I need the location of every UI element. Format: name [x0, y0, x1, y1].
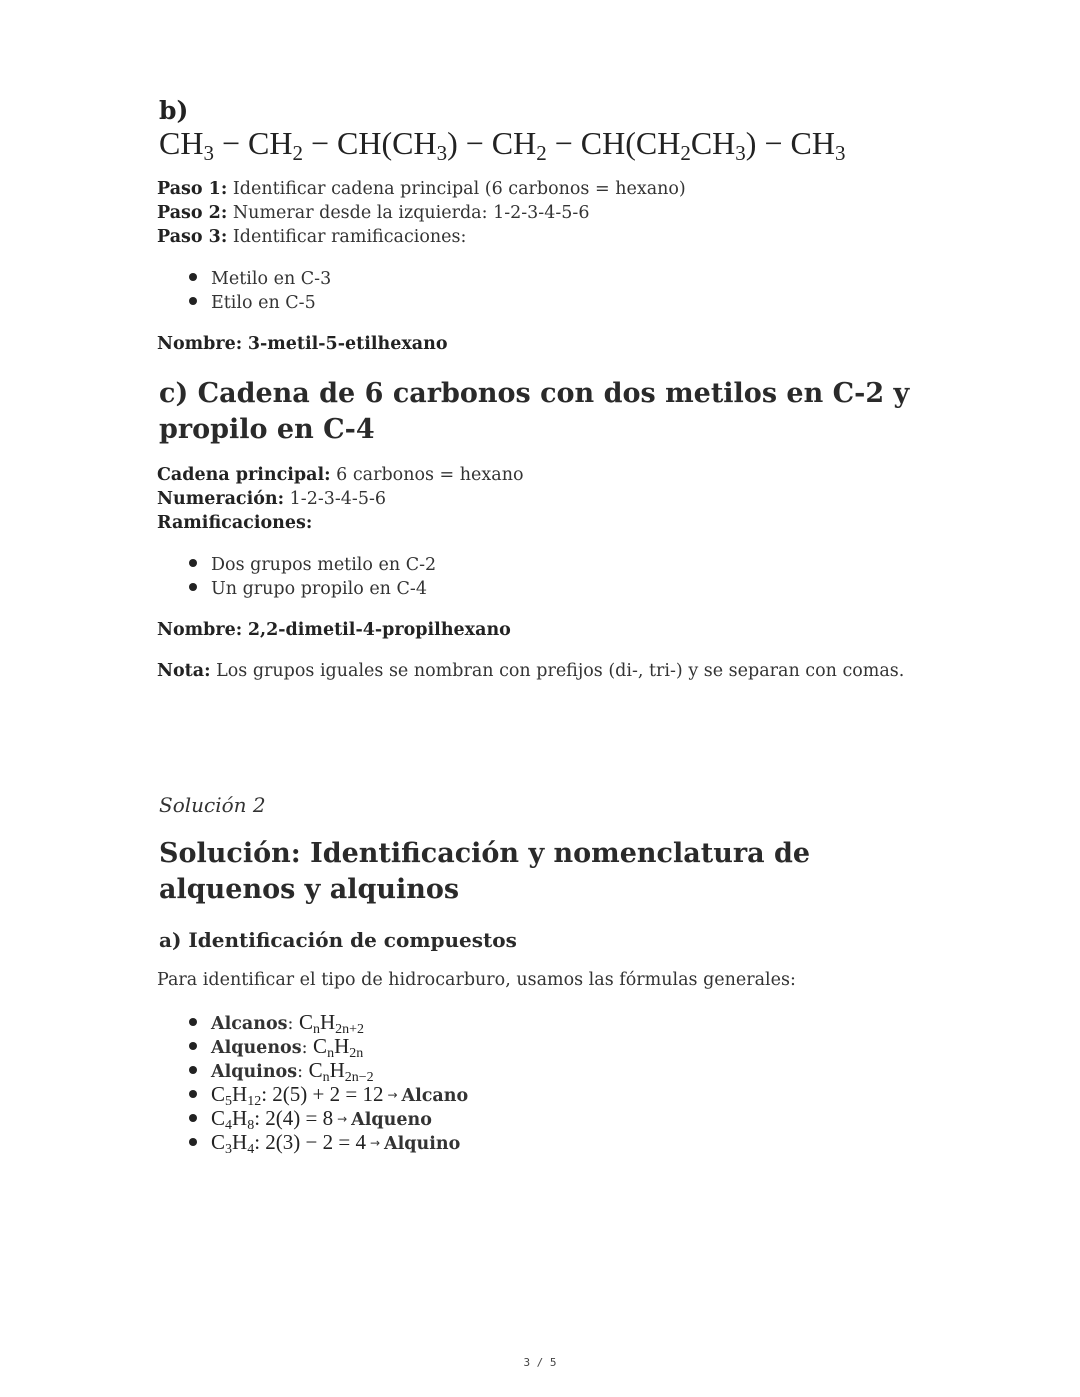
list-item: Alcanos: $C_nH_{2n+2}$ — [189, 1010, 468, 1034]
list-item: Un grupo propilo en C-4 — [189, 577, 436, 601]
name-result-b: Nombre: 3-metil-5-etilhexano — [157, 334, 448, 354]
solution-label: Solución 2 — [159, 793, 266, 817]
subsection-title: a) Identificación de compuestos — [159, 928, 517, 952]
branch-list-b — [189, 267, 331, 315]
chain-info-block — [157, 463, 524, 535]
page-number: 3 / 5 — [523, 1356, 557, 1369]
list-item: $C_4H_8$: 2(4) = 8 → Alqueno — [189, 1106, 468, 1130]
formula-list — [189, 1010, 469, 1157]
bullet-icon — [189, 1042, 197, 1050]
bullet-icon — [189, 1114, 197, 1122]
list-item: Metilo en C-3 — [189, 267, 331, 291]
name-result-c: Nombre: 2,2-dimetil-4-propilhexano — [157, 620, 511, 640]
note: Nota: Los grupos iguales se nombran con prefijos (di-, tri-) y se separan con comas. — [157, 661, 905, 681]
list-item: Etilo en C-5 — [189, 291, 331, 315]
intro-text: Para identificar el tipo de hidrocarburo, usamos las fórmulas generales: — [157, 970, 796, 990]
bullet-icon — [189, 1090, 197, 1098]
bullet-icon — [189, 1138, 197, 1146]
bullet-icon — [189, 1018, 197, 1026]
bullet-icon — [189, 1066, 197, 1074]
bullet-icon — [189, 583, 197, 591]
section-c-title: c) Cadena de 6 carbonos con dos metilos en C-2 y propilo en C-4 — [159, 378, 910, 445]
arrow-icon: → — [369, 1136, 381, 1150]
bullet-icon — [189, 559, 197, 567]
list-item: $C_5H_{12}$: 2(5) + 2 = 12 → Alcano — [189, 1082, 468, 1106]
list-item: $C_3H_4$: 2(3) − 2 = 4 → Alquino — [189, 1130, 468, 1154]
chain-row: Cadena principal: 6 carbonos = hexano — [157, 465, 524, 485]
steps-block — [157, 177, 686, 249]
step-3: Paso 3: Identificar ramificaciones: — [157, 227, 467, 247]
numbering-row: Numeración: 1-2-3-4-5-6 — [157, 489, 387, 509]
step-1: Paso 1: Identificar cadena principal (6 carbonos = hexano) — [157, 179, 686, 199]
arrow-icon: → — [387, 1088, 398, 1102]
bullet-icon — [189, 273, 197, 281]
arrow-icon: → — [337, 1112, 348, 1126]
structural-formula-b: $CH_3 - CH_2 - CH(CH_3) - CH_2 - CH(CH_2CH_3) - CH_3$ — [159, 125, 846, 162]
branches-row: Ramificaciones: — [157, 513, 313, 533]
step-2: Paso 2: Numerar desde la izquierda: 1-2-3-4-5-6 — [157, 203, 590, 223]
bullet-icon — [189, 297, 197, 305]
section-b-title: b) — [159, 96, 189, 125]
solution-title: Solución: Identificación y nomenclatura de alquenos y alquinos — [159, 838, 811, 905]
list-item: Alquinos: $C_nH_{2n-2}$ — [189, 1058, 468, 1082]
branch-list-c — [189, 553, 436, 601]
list-item: Alquenos: $C_nH_{2n}$ — [189, 1034, 468, 1058]
list-item: Dos grupos metilo en C-2 — [189, 553, 436, 577]
